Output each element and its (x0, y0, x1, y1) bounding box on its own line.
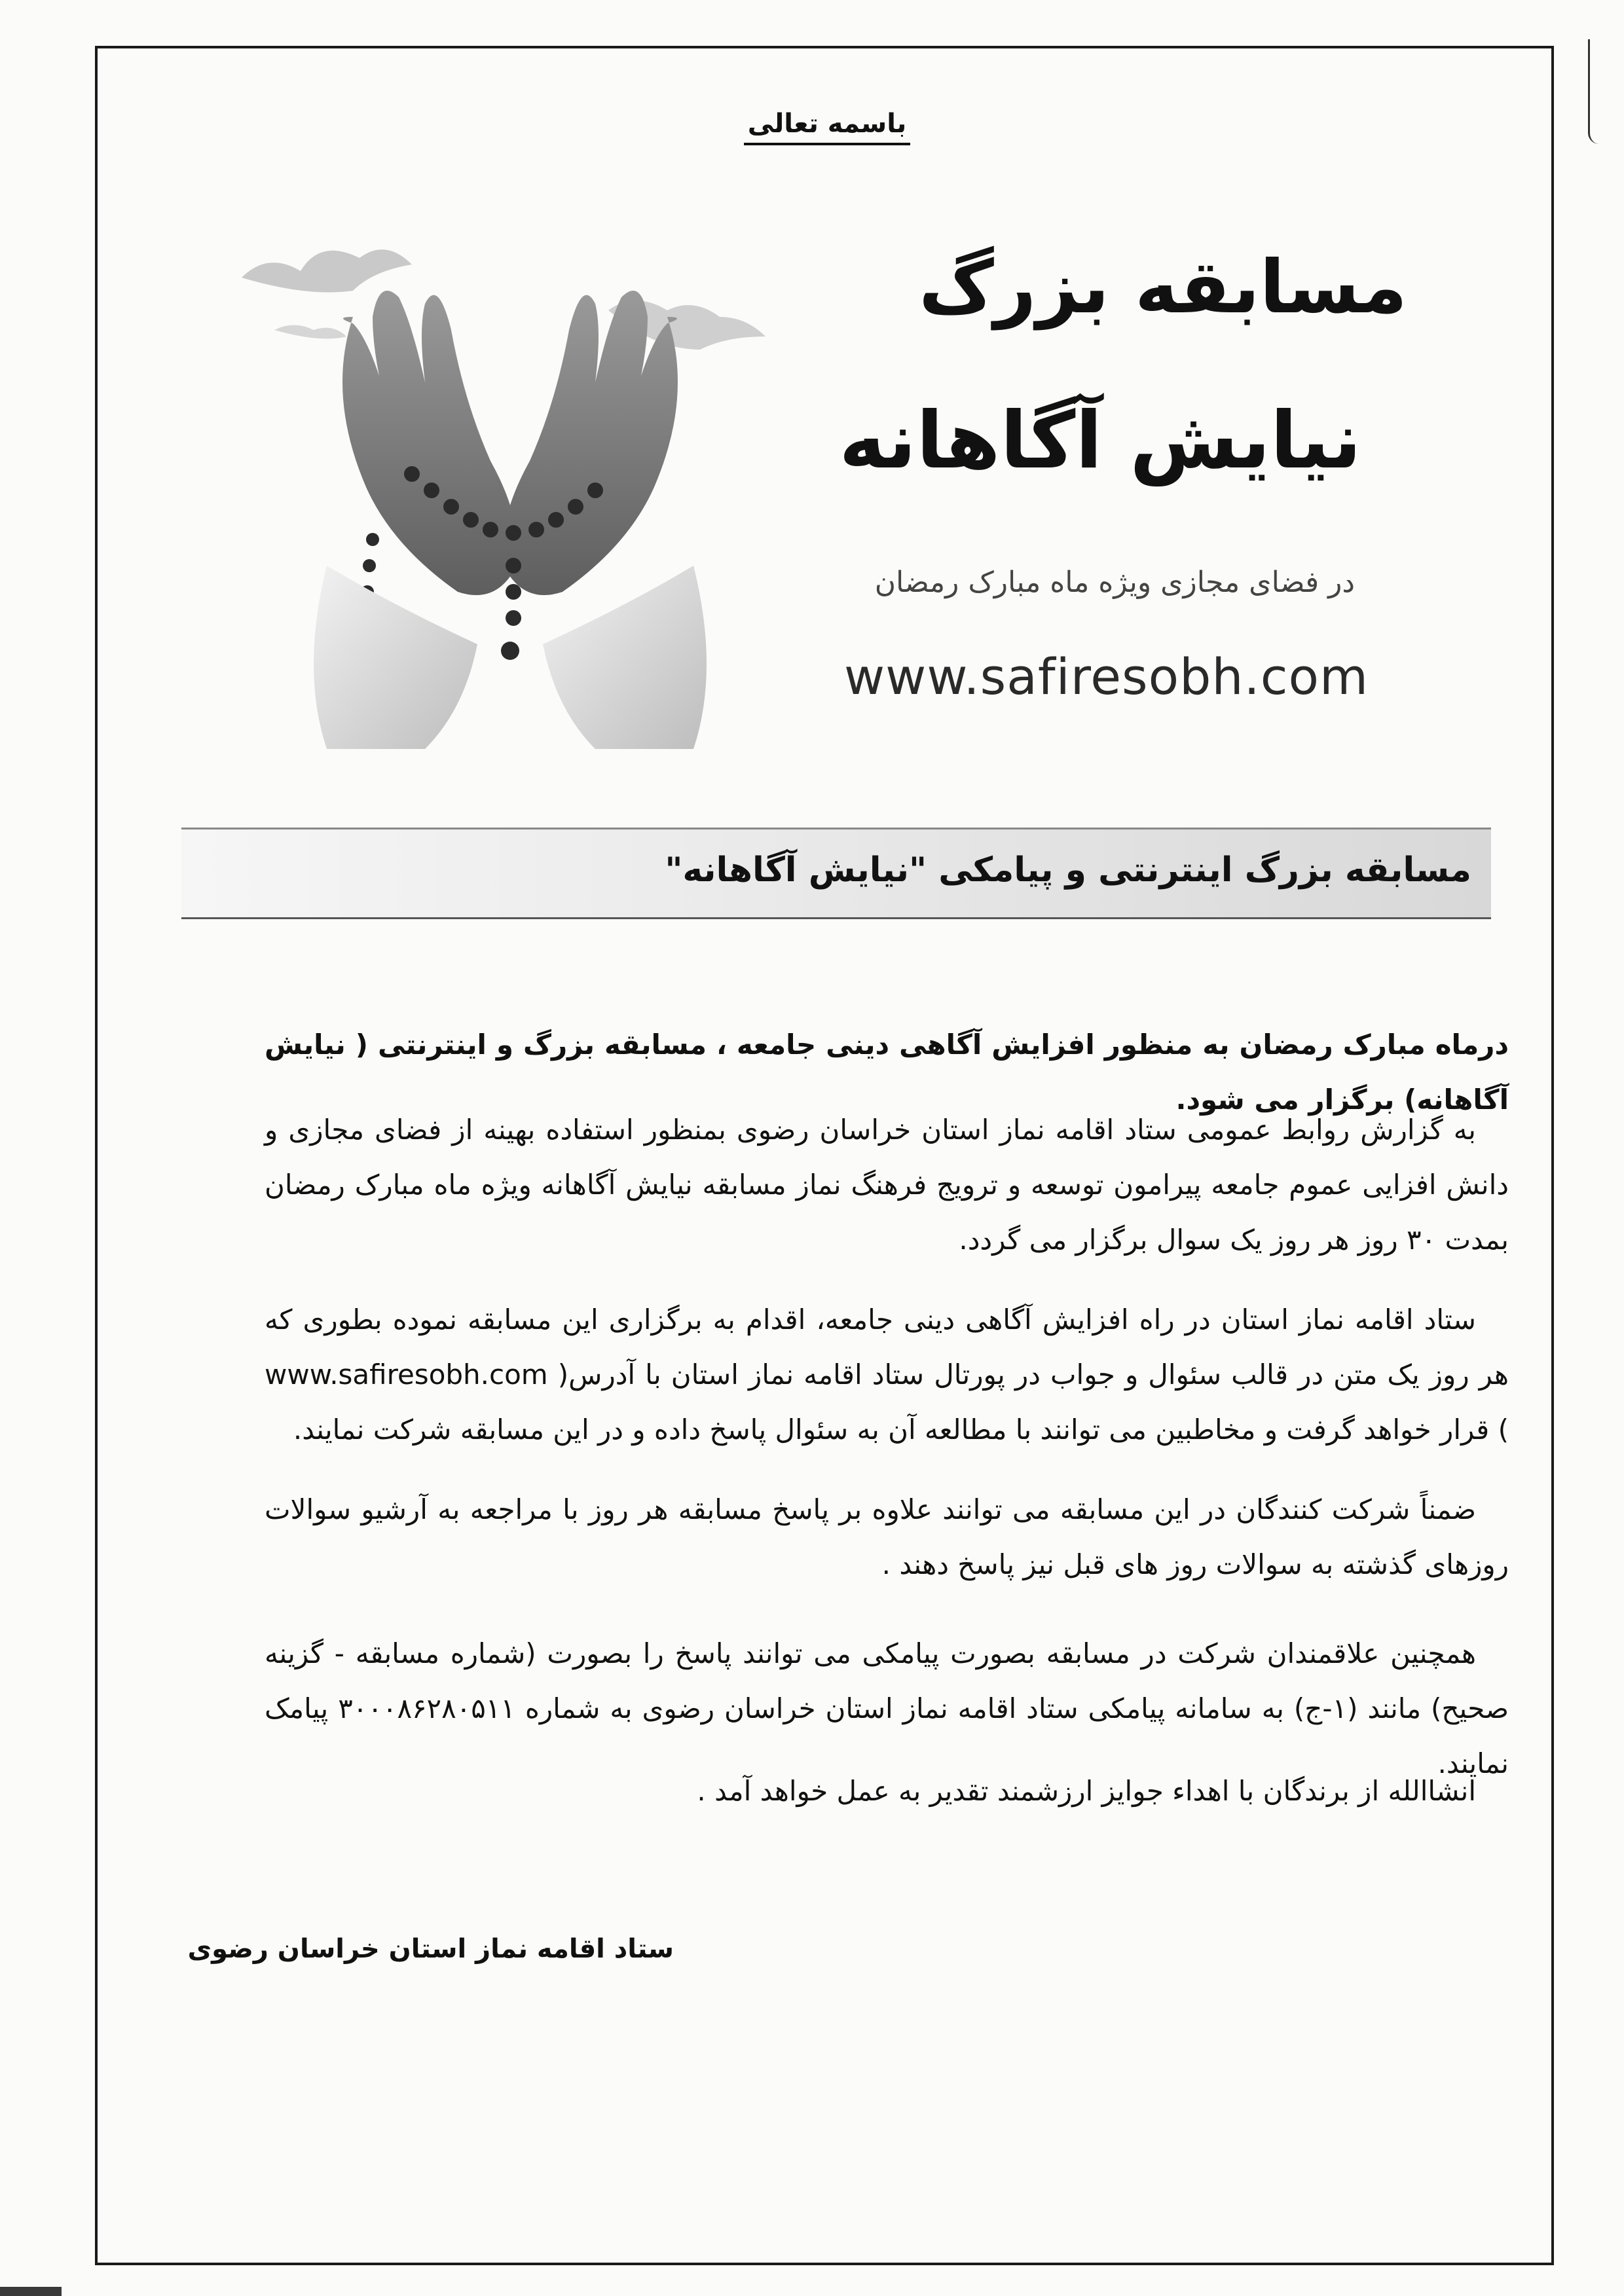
section-title: مسابقه بزرگ اینترنتی و پیامکی "نیایش آگاهانه" (665, 850, 1471, 890)
paragraph-text: ضمناً شرکت کنندگان در این مسابقه می توانند علاوه بر پاسخ مسابقه هر روز با مراجعه به آرشیو سوالات روزهای گذشته به سوالات روز های قبل نیز پاسخ دهند . (265, 1493, 1509, 1580)
banner-url: www.safiresobh.com (844, 647, 1369, 706)
margin-mark (1588, 39, 1599, 144)
signature: ستاد اقامه نماز استان خراسان رضوی (187, 1934, 674, 1964)
paragraph-text: همچنین علاقمندان شرکت در مسابقه بصورت پیامکی می توانند پاسخ را بصورت (شماره مسابقه - گزینه صحیح) مانند (۱-ج) به سامانه پیامکی ستاد اقامه نماز استان خراسان رضوی به شماره ۳۰۰۰۸۶۲۸۰۵۱۱ پیامک نمایند. (265, 1637, 1509, 1779)
lead-paragraph: درماه مبارک رمضان به منظور افزایش آگاهی دینی جامعه ، مسابقه بزرگ و اینترنتی ( نیایش آگاهانه) برگزار می شود. (265, 1029, 1509, 1116)
document-frame (95, 46, 1554, 2265)
banner-subtitle: در فضای مجازی ویژه ماه مبارک رمضان (874, 566, 1355, 599)
basmala-header (98, 109, 1557, 139)
paragraph-text: انشاالله از برندگان با اهداء جوایز ارزشمند تقدیر به عمل خواهد آمد . (697, 1775, 1476, 1807)
corner-tag (0, 2287, 62, 2296)
body-paragraph (265, 1764, 1509, 1819)
paragraph-text: به گزارش روابط عمومی ستاد اقامه نماز استان خراسان رضوی بمنظور استفاده بهینه از فضای مجازی و دانش افزایی عموم جامعه پیرامون توسعه و ترویج فرهنگ نماز مسابقه نیایش آگاهانه ویژه ماه مبارک رمضان بمدت ۳۰ روز هر روز یک سوال برگزار می گردد. (265, 1114, 1509, 1256)
banner-title-line1: مسابقه بزرگ (919, 245, 1407, 330)
body-paragraph (265, 1102, 1509, 1267)
body-paragraph (265, 1292, 1509, 1457)
banner-title-line2: نیایش آگاهانه (839, 395, 1361, 486)
body-paragraph (265, 1482, 1509, 1592)
paragraph-text: ستاد اقامه نماز استان در راه افزایش آگاهی دینی جامعه، اقدام به برگزاری این مسابقه نموده بطوری که هر روز یک متن در قالب سئوال و جواب در پورتال ستاد اقامه نماز استان با آدرس( www.safiresobh.com ) قرار خواهد گرفت و مخاطبین می توانند با مطالعه آن به سئوال پاسخ داده و در این مسابقه شرکت نمایند. (265, 1303, 1509, 1446)
section-header-bar (181, 828, 1491, 919)
basmala-text: باسمه تعالی (744, 109, 910, 145)
praying-hands-illustration (215, 199, 805, 756)
